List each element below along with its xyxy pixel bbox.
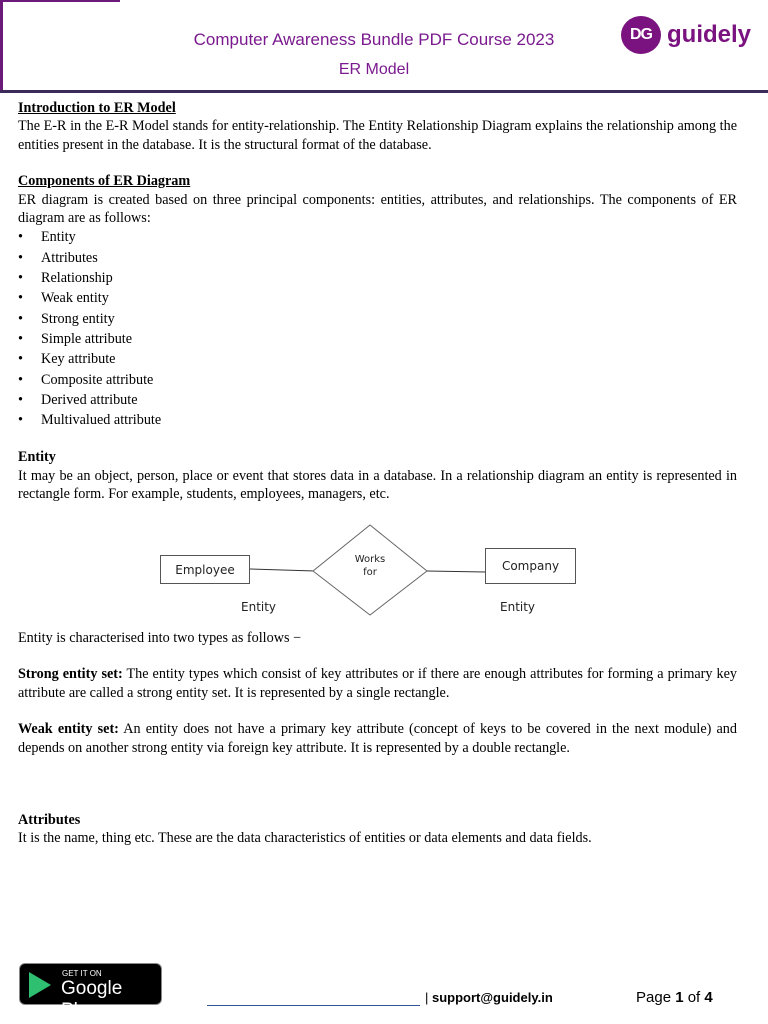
list-item: • Strong entity: [18, 309, 737, 329]
connector-line-left: [250, 569, 315, 571]
google-play-icon: [29, 972, 51, 998]
er-diagram: [155, 520, 585, 620]
list-item: • Simple attribute: [18, 329, 737, 349]
logo-text: guidely: [667, 21, 752, 48]
list-item: • Relationship: [18, 268, 737, 288]
relationship-label-line2: for: [363, 567, 377, 578]
badge-store-name: Google Play: [61, 978, 123, 1021]
list-item: • Multivalued attribute: [18, 410, 737, 430]
list-item: • Weak entity: [18, 288, 737, 308]
page-number: [636, 989, 713, 1006]
components-paragraph: ER diagram is created based on three principal components: entities, attributes, and relationships. The components of ER diagram are as follows:: [18, 191, 737, 227]
components-list: [18, 227, 737, 430]
badge-caption: GET IT ON: [62, 969, 102, 978]
page-word: Page: [636, 989, 676, 1006]
intro-heading: Introduction to ER Model: [18, 100, 176, 116]
course-title: Computer Awareness Bundle PDF Course 2023: [193, 30, 555, 49]
relationship-label: [340, 553, 400, 579]
list-item: • Composite attribute: [18, 370, 737, 390]
support-email-link[interactable]: support@guidely.in: [432, 990, 553, 1005]
entity-box-company: Company: [485, 548, 576, 584]
strong-entity-term: Strong entity set:: [18, 666, 123, 683]
guidely-logo: [621, 16, 751, 54]
entity-paragraph: It may be an object, person, place or event that stores data in a database. In a relationship diagram an entity is represented in rectangle form. For example, students, employees, managers, etc.: [18, 467, 737, 503]
document-body-continued: [18, 629, 737, 848]
support-separator: |: [425, 990, 432, 1005]
list-item: • Derived attribute: [18, 390, 737, 410]
weak-entity-paragraph: [18, 720, 737, 757]
entity-box-employee: Employee: [160, 555, 250, 584]
components-heading: Components of ER Diagram: [18, 173, 191, 190]
entity-heading: Entity: [18, 449, 56, 466]
list-item: • Attributes: [18, 248, 737, 268]
attributes-paragraph: It is the name, thing etc. These are the data characteristics of entities or data elements and data fields.: [18, 830, 592, 847]
entity-caption-right: Entity: [500, 600, 536, 614]
google-play-badge[interactable]: [19, 963, 162, 1021]
chapter-title: ER Model: [338, 61, 410, 78]
entity-caption-left: Entity: [241, 600, 277, 614]
page-current: 1: [675, 989, 684, 1006]
relationship-label-line1: Works: [354, 554, 386, 565]
strong-entity-text: The entity types which consist of key attributes or if there are enough attributes for forming a primary key attribute are called a strong entity set. It is represented by a single rectangle.: [18, 666, 737, 701]
connector-line-right: [427, 571, 485, 572]
strong-entity-paragraph: [18, 665, 737, 702]
logo-mark-icon: DG: [621, 16, 661, 54]
weak-entity-text: An entity does not have a primary key attribute (concept of keys to be covered in the next module) and depends on another strong entity via foreign key attribute. It is represented by a double rectangle.: [18, 721, 737, 756]
footer-support: [425, 990, 553, 1005]
page-of: of: [683, 989, 705, 1006]
weak-entity-term: Weak entity set:: [18, 721, 119, 738]
attributes-heading: Attributes: [18, 812, 81, 829]
list-item: • Key attribute: [18, 349, 737, 369]
header-divider: [0, 90, 768, 93]
list-item: • Entity: [18, 227, 737, 247]
document-body: [18, 99, 737, 504]
intro-paragraph: The E-R in the E-R Model stands for entity-relationship. The Entity Relationship Diagram explains the relationship among the entities present in the database. It is the structural format of the database.: [18, 118, 737, 153]
footer-link-line: [207, 1005, 420, 1006]
page-total: 4: [704, 989, 713, 1006]
header-accent-horizontal: [0, 0, 120, 2]
entity-types-intro: Entity is characterised into two types as follows −: [18, 630, 302, 646]
